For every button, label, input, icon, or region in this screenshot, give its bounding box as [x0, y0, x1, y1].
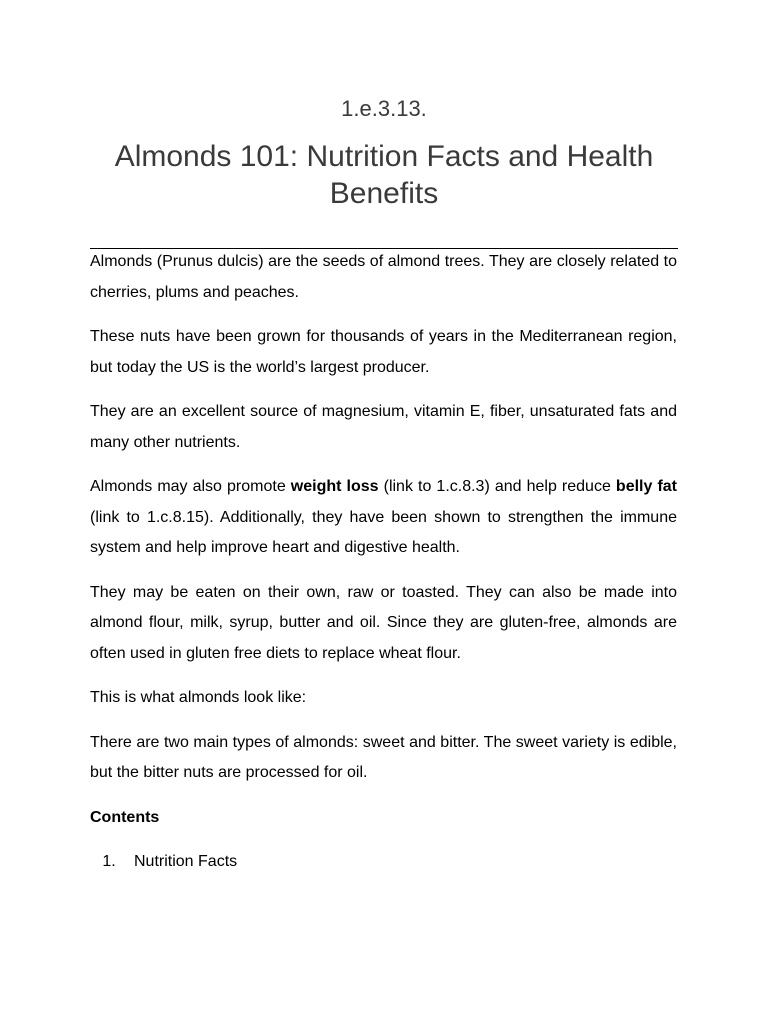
benefits-text-3: (link to 1.c.8.15). Additionally, they have been shown to strengthen the immune system and help improve heart and digestive health.: [90, 508, 677, 556]
page-title: Almonds 101: Nutrition Facts and Health Benefits: [114, 140, 654, 210]
contents-item-number: 1.: [102, 853, 116, 870]
paragraph-types: There are two main types of almonds: sweet and bitter. The sweet variety is edible, but the bitter nuts are processed for oil.: [90, 733, 677, 781]
paragraph-uses: They may be eaten on their own, raw or toasted. They can also be made into almond flour, milk, syrup, butter and oil. Since they are gluten-free, almonds are often used in gluten free diets to replace wheat flour.: [90, 583, 677, 662]
paragraph-appearance: This is what almonds look like:: [90, 689, 307, 706]
contents-heading: Contents: [90, 808, 160, 826]
paragraph-benefits: [90, 472, 677, 564]
article-body: [90, 247, 677, 878]
paragraph-intro: Almonds (Prunus dulcis) are the seeds of almond trees. They are closely related to cherries, plums and peaches.: [90, 253, 677, 301]
paragraph-nutrients: They are an excellent source of magnesium, vitamin E, fiber, unsaturated fats and many other nutrients.: [90, 403, 677, 451]
benefits-text-1: Almonds may also promote: [90, 478, 291, 495]
section-number: 1.e.3.13.: [341, 96, 427, 121]
belly-fat-term: belly fat: [615, 478, 678, 495]
weight-loss-term: weight loss: [290, 478, 379, 495]
contents-list: [90, 847, 677, 878]
benefits-text-2: (link to 1.c.8.3) and help reduce: [378, 478, 616, 495]
paragraph-origin: These nuts have been grown for thousands of years in the Mediterranean region, but today the US is the world’s largest producer.: [90, 328, 677, 376]
contents-item-label: Nutrition Facts: [134, 853, 238, 870]
contents-item: [90, 847, 677, 878]
